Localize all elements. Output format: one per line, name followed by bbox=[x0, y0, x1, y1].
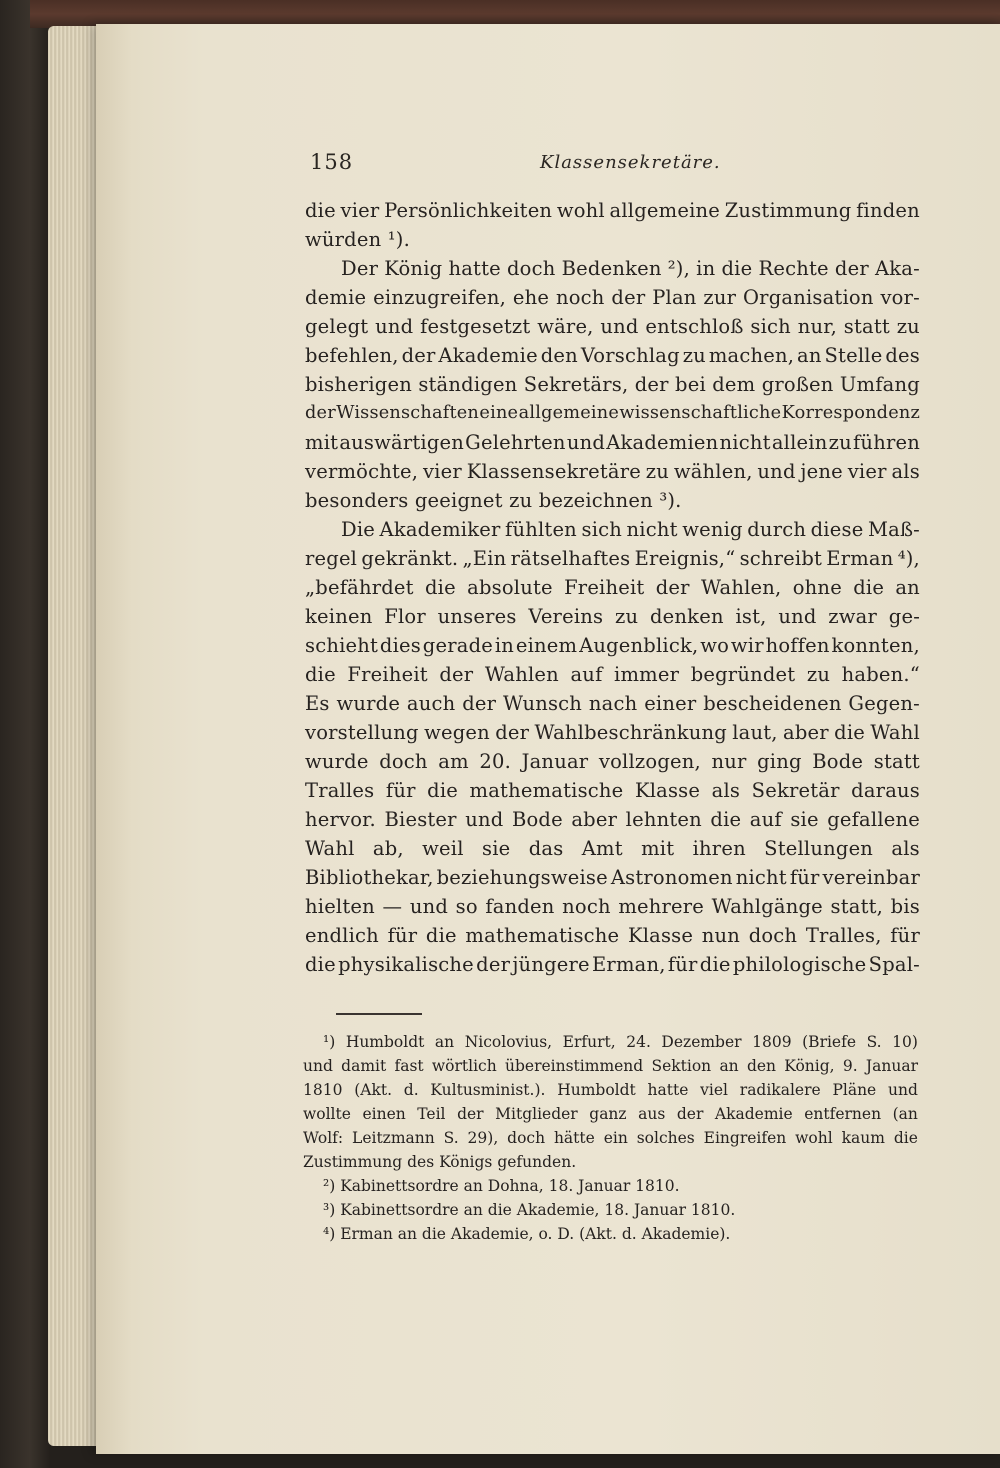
running-head-title: Klassensekretäre. bbox=[540, 152, 721, 173]
text-line: die physikalische der jüngere Erman, für die philologische Spal- bbox=[305, 953, 920, 976]
text-line: endlich für die mathematische Klasse nun doch Tralles, für bbox=[305, 924, 920, 947]
footnote-line: und damit fast wörtlich übereinstimmend Sektion an den König, 9. Januar bbox=[303, 1057, 918, 1075]
footnote-line: ⁴) Erman an die Akademie, o. D. (Akt. d. Akademie). bbox=[323, 1225, 731, 1243]
text-line: bisherigen ständigen Sekretärs, der bei dem großen Umfang bbox=[305, 373, 920, 396]
text-line: gelegt und festgesetzt wäre, und entschloß sich nur, statt zu bbox=[305, 315, 920, 338]
text-line: besonders geeignet zu bezeichnen ³). bbox=[305, 489, 682, 512]
text-line: wurde doch am 20. Januar vollzogen, nur ging Bode statt bbox=[305, 750, 920, 773]
text-line: hervor. Biester und Bode aber lehnten die auf sie gefallene bbox=[305, 808, 920, 831]
text-line: keinen Flor unseres Vereins zu denken ist, und zwar ge- bbox=[305, 605, 920, 628]
text-line: der Wissenschaften eine allgemeine wissenschaftliche Korrespondenz bbox=[305, 403, 920, 423]
text-line: die vier Persönlichkeiten wohl allgemeine Zustimmung finden bbox=[305, 199, 920, 222]
footnote-line: Zustimmung des Königs gefunden. bbox=[303, 1153, 577, 1171]
text-line: Wahl ab, weil sie das Amt mit ihren Stellungen als bbox=[305, 837, 920, 860]
text-line: schieht dies gerade in einem Augenblick, wo wir hoffen konnten, bbox=[305, 634, 920, 657]
footnotes bbox=[303, 1030, 918, 1246]
text-line: Tralles für die mathematische Klasse als Sekretär daraus bbox=[305, 779, 920, 802]
footnote-line: 1810 (Akt. d. Kultusminist.). Humboldt hatte viel radikalere Pläne und bbox=[303, 1081, 918, 1099]
text-line: befehlen, der Akademie den Vorschlag zu machen, an Stelle des bbox=[305, 344, 920, 367]
text-line: regel gekränkt. „Ein rätselhaftes Ereignis,“ schreibt Erman ⁴), bbox=[305, 547, 920, 570]
text-line: mit auswärtigen Gelehrten und Akademien nicht allein zu führen bbox=[305, 431, 920, 454]
text-line: demie einzugreifen, ehe noch der Plan zur Organisation vor- bbox=[305, 286, 920, 309]
text-line: hielten — und so fanden noch mehrere Wahlgänge statt, bis bbox=[305, 895, 920, 918]
text-line: vermöchte, vier Klassensekretäre zu wählen, und jene vier als bbox=[305, 460, 920, 483]
footnote-line: wollte einen Teil der Mitglieder ganz aus der Akademie entfernen (an bbox=[303, 1105, 918, 1123]
text-line: die Freiheit der Wahlen auf immer begründet zu haben.“ bbox=[305, 663, 920, 686]
footnote-separator bbox=[336, 1013, 422, 1015]
footnote-line: ²) Kabinettsordre an Dohna, 18. Januar 1810. bbox=[323, 1177, 680, 1195]
page-number: 158 bbox=[310, 150, 354, 174]
text-line: Die Akademiker fühlten sich nicht wenig durch diese Maß- bbox=[341, 518, 920, 541]
footnote-line: Wolf: Leitzmann S. 29), doch hätte ein solches Eingreifen wohl kaum die bbox=[303, 1129, 918, 1147]
text-line: Es wurde auch der Wunsch nach einer bescheidenen Gegen- bbox=[305, 692, 920, 715]
text-line: würden ¹). bbox=[305, 228, 410, 251]
text-line: „befährdet die absolute Freiheit der Wahlen, ohne die an bbox=[305, 576, 920, 599]
footnote-line: ³) Kabinettsordre an die Akademie, 18. Januar 1810. bbox=[323, 1201, 736, 1219]
running-head bbox=[310, 150, 930, 182]
footnote-line: ¹) Humboldt an Nicolovius, Erfurt, 24. Dezember 1809 (Briefe S. 10) bbox=[323, 1033, 918, 1051]
text-line: Der König hatte doch Bedenken ²), in die Rechte der Aka- bbox=[341, 257, 920, 280]
body-text bbox=[305, 196, 920, 979]
text-line: vorstellung wegen der Wahlbeschränkung laut, aber die Wahl bbox=[305, 721, 920, 744]
text-line: Bibliothekar, beziehungsweise Astronomen nicht für vereinbar bbox=[305, 866, 920, 889]
